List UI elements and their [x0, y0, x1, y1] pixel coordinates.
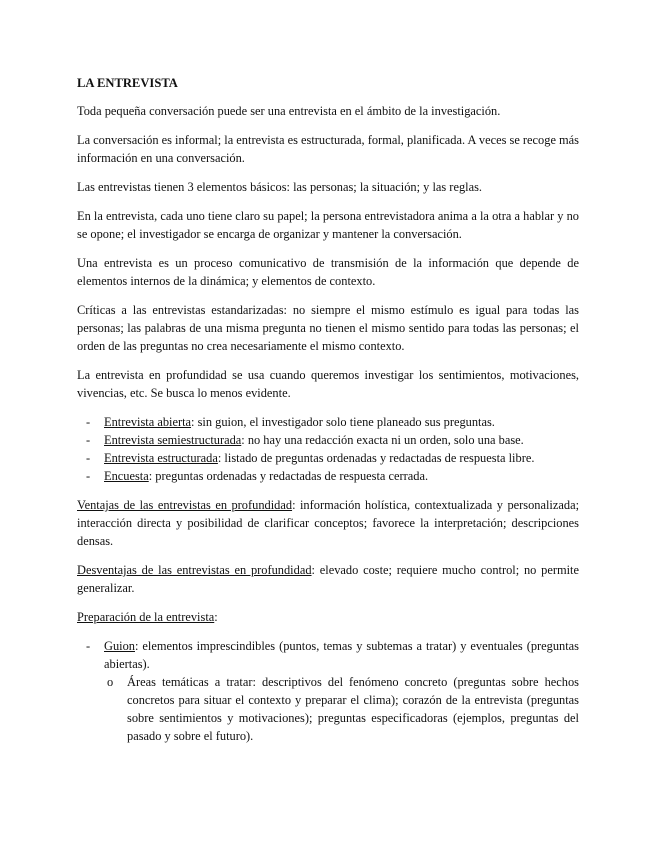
- paragraph-depth: La entrevista en profundidad se usa cuando queremos investigar los sentimientos, motivaciones, vivencias, etc. Se busca lo menos evidente.: [77, 368, 579, 400]
- preparation-sublist: [104, 673, 579, 745]
- list-item-term: Entrevista abierta: [104, 415, 192, 429]
- preparation-heading-colon: :: [214, 610, 218, 624]
- disadvantages-term: Desventajas de las entrevistas en profundidad: [77, 563, 312, 577]
- list-item-desc: : no hay una redacción exacta ni un orden, solo una base.: [241, 433, 524, 447]
- document-page: [77, 74, 579, 756]
- paragraph-disadvantages: [77, 561, 579, 597]
- list-item-term: Entrevista semiestructurada: [104, 433, 242, 447]
- disadvantages-desc: : elevado coste; requiere mucho control; no permite generalizar.: [77, 563, 579, 595]
- list-item: [77, 449, 579, 467]
- preparation-heading: [77, 608, 579, 626]
- paragraph-intro: Toda pequeña conversación puede ser una entrevista en el ámbito de la investigación.: [77, 104, 501, 118]
- paragraph-advantages: [77, 496, 579, 550]
- list-item-term: Entrevista estructurada: [104, 451, 218, 465]
- advantages-desc: : información holística, contextualizada y personalizada; interacción directa y posibilidad de clarificar conceptos; favorece la interpretación; descripciones densas.: [77, 498, 580, 548]
- list-item-term: Encuesta: [104, 469, 149, 483]
- guion-desc: : elementos imprescindibles (puntos, temas y subtemas a tratar) y eventuales (preguntas abiertas).: [104, 639, 579, 671]
- advantages-term: Ventajas de las entrevistas en profundidad: [77, 498, 293, 512]
- list-item: [77, 413, 579, 431]
- document-title: LA ENTREVISTA: [77, 76, 178, 90]
- guion-term: Guion: [104, 639, 135, 653]
- paragraph-conversation: La conversación es informal; la entrevista es estructurada, formal, planificada. A veces se recoge más información en una conversación.: [77, 133, 579, 165]
- list-item-desc: : listado de preguntas ordenadas y redactadas de respuesta libre.: [217, 451, 535, 465]
- interview-types-list: [77, 413, 579, 485]
- preparation-heading-text: Preparación de la entrevista: [77, 610, 215, 624]
- list-item-desc: : preguntas ordenadas y redactadas de respuesta cerrada.: [148, 469, 429, 483]
- paragraph-roles: En la entrevista, cada uno tiene claro su papel; la persona entrevistadora anima a la otra a hablar y no se opone; el investigador se encarga de organizar y mantener la conversación.: [77, 209, 579, 241]
- paragraph-process: Una entrevista es un proceso comunicativo de transmisión de la información que depende de elementos internos de la dinámica; y elementos de contexto.: [77, 256, 579, 288]
- sublist-item: o Áreas temáticas a tratar: descriptivos del fenómeno concreto (preguntas sobre hechos concretos para situar el contexto y preparar el clima); corazón de la entrevista (preguntas sobre sentimientos y motivaciones); preguntas especificadoras (ejemplos, preguntas del pasado y sobre el futuro).: [104, 673, 579, 745]
- preparation-list: [77, 637, 579, 745]
- list-item: [77, 431, 579, 449]
- paragraph-elements: Las entrevistas tienen 3 elementos básicos: las personas; la situación; y las reglas.: [77, 180, 482, 194]
- paragraph-criticism: Críticas a las entrevistas estandarizadas: no siempre el mismo estímulo es igual para todas las personas; las palabras de una misma pregunta no tienen el mismo sentido para todas las personas; el orden de las preguntas no crea necesariamente el mismo contexto.: [77, 303, 579, 353]
- list-item: [77, 637, 579, 745]
- list-item: [77, 467, 579, 485]
- list-item-desc: : sin guion, el investigador solo tiene planeado sus preguntas.: [191, 415, 495, 429]
